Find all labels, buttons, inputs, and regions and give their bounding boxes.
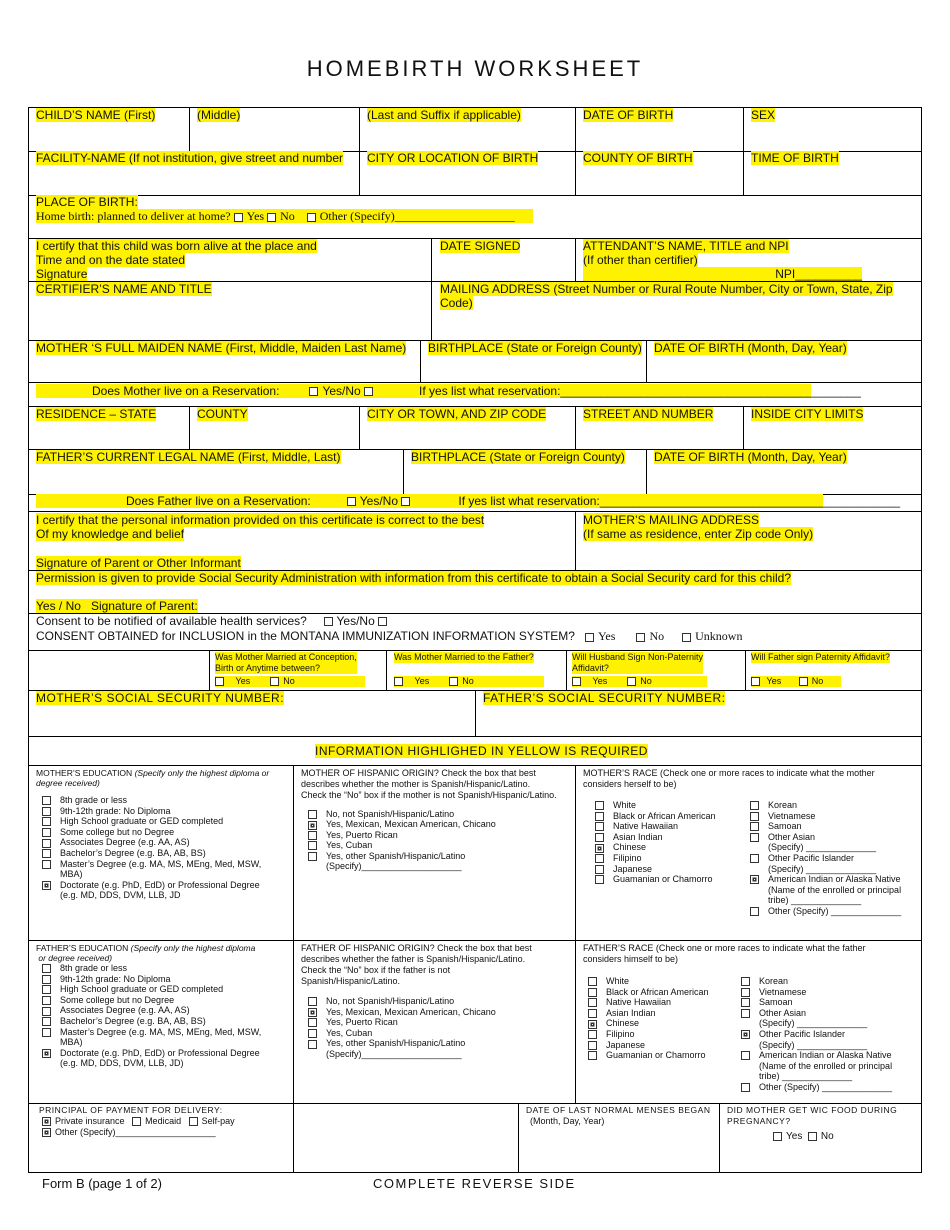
ssa-permission-answer: Yes / No Signature of Parent:: [36, 599, 198, 613]
father-race-item: [588, 987, 709, 998]
father-hispanic-label: (Specify)____________________: [326, 1049, 462, 1059]
ssa-permission-question: Permission is given to provide Social Security Administration with information from this certificate to obtain a Social Security card for this child?: [36, 571, 791, 585]
mother-race-item: [750, 895, 861, 906]
mother-education-title: MOTHER’S EDUCATION (Specify only the highest diploma or degree received): [36, 768, 270, 788]
mother-ssn-label: MOTHER’S SOCIAL SECURITY NUMBER:: [36, 691, 285, 705]
father-education-label: (e.g. MD, DDS, DVM, LLB, JD): [60, 1058, 184, 1069]
payment-other-row: Other (Specify)____________________: [42, 1127, 216, 1138]
father-race-label: Filipino: [606, 1029, 635, 1039]
father-education-checkbox[interactable]: [42, 1028, 51, 1037]
mother-race-item: [595, 842, 646, 853]
paternity-yes-checkbox[interactable]: [751, 677, 760, 686]
mother-hispanic-item: [308, 861, 462, 871]
father-education-item: [42, 995, 174, 1006]
mother-education-checkbox[interactable]: [42, 828, 51, 837]
child-middle-name-label: (Middle): [197, 108, 241, 122]
immun-yes-checkbox[interactable]: [585, 633, 594, 642]
father-education-label: Bachelor’s Degree (e.g. BA, AB, BS): [60, 1016, 206, 1026]
paternity-affidavit-question: Will Father sign Paternity Affidavit?: [751, 652, 890, 662]
mother-education-item: [42, 848, 206, 859]
mother-race-item: [595, 864, 652, 875]
mother-education-checkbox[interactable]: [42, 860, 51, 869]
married-to-father-options: Yes No: [394, 676, 544, 687]
facility-name-label: FACILITY-NAME (If not institution, give street and number: [36, 151, 344, 165]
mother-hispanic-checkbox[interactable]: [308, 841, 317, 850]
father-hispanic-label: Yes, Mexican, Mexican American, Chicano: [326, 1006, 496, 1017]
father-race-checkbox[interactable]: [588, 1041, 597, 1050]
father-race-checkbox[interactable]: [741, 977, 750, 986]
child-last-name-label: (Last and Suffix if applicable): [367, 108, 521, 122]
father-race-label: Samoan: [759, 997, 793, 1008]
father-reservation-no-checkbox[interactable]: [401, 497, 410, 506]
father-race-checkbox[interactable]: [588, 1030, 597, 1039]
father-hispanic-item: [308, 1038, 465, 1049]
mother-dob-label: DATE OF BIRTH (Month, Day, Year): [654, 341, 847, 355]
residence-street-label: STREET AND NUMBER: [583, 407, 714, 421]
mother-race-item: [750, 864, 876, 875]
wic-yes-checkbox[interactable]: [773, 1132, 782, 1141]
mother-education-checkbox[interactable]: [42, 807, 51, 816]
married-conception-no-checkbox[interactable]: [270, 677, 279, 686]
child-sex-label: SEX: [751, 108, 776, 122]
mother-education-label: (e.g. MD, DDS, DVM, LLB, JD: [60, 890, 181, 901]
informant-certify-line-2: Of my knowledge and belief: [36, 527, 185, 541]
mother-race-item: [750, 842, 876, 853]
attendant-label: ATTENDANT’S NAME, TITLE and NPI: [583, 239, 789, 253]
page-title: HOMEBIRTH WORKSHEET: [306, 56, 644, 81]
father-race-title: FATHER’S RACE (Check one or more races to indicate what the father considers himself to be): [583, 943, 866, 964]
mother-race-item: [750, 800, 797, 811]
father-education-label: High School graduate or GED completed: [60, 984, 224, 995]
father-race-item: [741, 1029, 845, 1040]
father-race-item: [741, 1018, 867, 1029]
mother-race-item: [595, 800, 636, 811]
father-race-label: American Indian or Alaska Native: [759, 1050, 892, 1061]
mother-hispanic-item: [308, 819, 496, 829]
father-hispanic-item: [308, 1007, 496, 1018]
father-race-checkbox[interactable]: [588, 1020, 597, 1029]
married-father-yes-checkbox[interactable]: [394, 677, 403, 686]
father-hispanic-item: [308, 1028, 372, 1039]
mother-education-item: [42, 795, 127, 806]
mother-race-checkbox[interactable]: [750, 907, 759, 916]
father-race-item: [588, 997, 671, 1008]
mother-race-label: Filipino: [613, 853, 642, 863]
mother-hispanic-label: Yes, Cuban: [326, 840, 373, 851]
father-reservation-row: Does Father live on a Reservation: Yes/No If yes list what reservation:_____________________________________________: [36, 494, 823, 508]
father-race-item: [588, 1029, 635, 1040]
father-hispanic-checkbox[interactable]: [308, 1008, 317, 1017]
mother-race-label: Black or African American: [613, 810, 716, 821]
father-race-label: Other Pacific Islander: [759, 1029, 846, 1039]
father-race-checkbox[interactable]: [588, 988, 597, 997]
father-race-checkbox[interactable]: [741, 1083, 750, 1092]
homebirth-no-checkbox[interactable]: [267, 213, 276, 222]
mother-hispanic-title: MOTHER OF HISPANIC ORIGIN? Check the box that best describes whether the mother is Spanish/Hispanic/Latino. Check the “No” box if the mother is not Spanish/Hispanic/Latino.: [301, 768, 557, 800]
mother-education-label: Bachelor’s Degree (e.g. BA, AB, BS): [60, 848, 206, 858]
father-race-checkbox[interactable]: [741, 988, 750, 997]
menses-format: (Month, Day, Year): [530, 1116, 605, 1126]
homebirth-yes-checkbox[interactable]: [234, 213, 243, 222]
father-dob-label: DATE OF BIRTH (Month, Day, Year): [654, 450, 847, 464]
father-race-label: Japanese: [606, 1039, 646, 1050]
father-race-item: [741, 1082, 892, 1093]
father-race-item: [588, 1040, 645, 1051]
payment-other-checkbox[interactable]: [42, 1128, 51, 1137]
payment-options-row: Private insurance Medicaid Self-pay: [42, 1116, 235, 1127]
father-race-item: [741, 1050, 892, 1061]
non-paternity-options: Yes No: [572, 676, 707, 687]
mother-race-item: [750, 811, 815, 822]
time-of-birth-label: TIME OF BIRTH: [751, 151, 839, 165]
menses-title: DATE OF LAST NORMAL MENSES BEGAN: [526, 1105, 711, 1115]
non-paternity-no-checkbox[interactable]: [627, 677, 636, 686]
medicaid-checkbox[interactable]: [132, 1117, 141, 1126]
father-race-checkbox[interactable]: [588, 1009, 597, 1018]
mother-maiden-name-label: MOTHER ‘S FULL MAIDEN NAME (First, Middle, Maiden Last Name): [36, 341, 407, 355]
married-conception-yes-checkbox[interactable]: [215, 677, 224, 686]
mother-education-item: [42, 816, 223, 827]
father-race-checkbox[interactable]: [741, 998, 750, 1007]
father-race-label: Vietnamese: [759, 986, 807, 997]
father-education-checkbox[interactable]: [42, 975, 51, 984]
father-race-checkbox[interactable]: [588, 1051, 597, 1060]
residence-county-label: COUNTY: [197, 407, 248, 421]
father-reservation-yes-checkbox[interactable]: [347, 497, 356, 506]
mother-race-checkbox[interactable]: [750, 822, 759, 831]
mother-mailing-address-note: (If same as residence, enter Zip code Only): [583, 527, 814, 541]
mother-race-checkbox[interactable]: [595, 812, 604, 821]
mother-race-label: (Specify) ______________: [768, 842, 877, 853]
mother-reservation-yes-checkbox[interactable]: [309, 387, 318, 396]
father-race-label: tribe) ______________: [759, 1071, 853, 1082]
mother-education-label: 9th-12th grade: No Diploma: [60, 805, 171, 816]
father-hispanic-title: FATHER OF HISPANIC ORIGIN? Check the box that best describes whether the father is Spanish/Hispanic/Latino. Check the “No” box if the father is not Spanish/Hispanic/Latino.: [301, 943, 532, 986]
mother-reservation-row: Does Mother live on a Reservation: Yes/No If yes list what reservation:_____________________________________________: [36, 384, 811, 398]
father-hispanic-checkbox[interactable]: [308, 1040, 317, 1049]
father-education-item: [42, 1058, 184, 1069]
father-race-checkbox[interactable]: [741, 1051, 750, 1060]
mother-race-item: [595, 811, 716, 822]
mother-hispanic-item: [308, 851, 465, 861]
father-race-label: Black or African American: [606, 986, 709, 997]
informant-signature-label: Signature of Parent or Other Informant: [36, 556, 241, 570]
mother-education-label: High School graduate or GED completed: [60, 816, 224, 827]
mother-race-item: [750, 885, 901, 896]
mother-education-label: MBA): [60, 869, 83, 880]
mother-race-item: [750, 906, 901, 917]
father-race-checkbox[interactable]: [588, 977, 597, 986]
mother-race-checkbox[interactable]: [750, 801, 759, 810]
mother-hispanic-checkbox[interactable]: [308, 821, 317, 830]
mother-race-checkbox[interactable]: [750, 812, 759, 821]
mother-race-checkbox[interactable]: [595, 822, 604, 831]
father-education-label: Associates Degree (e.g. AA, AS): [60, 1005, 190, 1016]
mailing-address-label: MAILING ADDRESS (Street Number or Rural Route Number, City or Town, State, Zip: [440, 282, 893, 296]
father-race-label: Korean: [759, 976, 789, 986]
mother-race-title: MOTHER’S RACE (Check one or more races to indicate what the mother considers herself to be): [583, 768, 875, 789]
father-race-label: Other (Specify) ______________: [759, 1082, 893, 1092]
father-race-label: (Name of the enrolled or principal: [759, 1060, 893, 1071]
father-race-item: [741, 1008, 806, 1019]
father-race-label: (Specify) ______________: [759, 1018, 868, 1029]
residence-city-label: CITY OR TOWN, AND ZIP CODE: [367, 407, 547, 421]
father-race-item: [588, 1018, 639, 1029]
paternity-no-checkbox[interactable]: [799, 677, 808, 686]
father-hispanic-item: [308, 1049, 462, 1060]
father-race-item: [741, 987, 806, 998]
mother-hispanic-checkbox[interactable]: [308, 852, 317, 861]
married-father-no-checkbox[interactable]: [449, 677, 458, 686]
selfpay-checkbox[interactable]: [189, 1117, 198, 1126]
mother-hispanic-label: Yes, other Spanish/Hispanic/Latino: [326, 850, 466, 861]
certifier-name-label: CERTIFIER’S NAME AND TITLE: [36, 282, 212, 296]
father-education-checkbox[interactable]: [42, 1017, 51, 1026]
mother-race-label: White: [613, 800, 637, 810]
father-birthplace-label: BIRTHPLACE (State or Foreign County): [411, 450, 625, 464]
form-id: Form B (page 1 of 2): [42, 1176, 162, 1191]
certify-signature: Signature: [36, 267, 88, 281]
father-education-label: Some college but no Degree: [60, 994, 175, 1005]
private-insurance-checkbox[interactable]: [42, 1117, 51, 1126]
required-notice: INFORMATION HIGHLIGHED IN YELLOW IS REQUIRED: [315, 744, 648, 758]
father-race-item: [741, 1061, 892, 1072]
non-paternity-yes-checkbox[interactable]: [572, 677, 581, 686]
father-race-label: Native Hawaiian: [606, 997, 672, 1008]
mother-race-label: Samoan: [768, 821, 802, 832]
father-education-item: [42, 1016, 206, 1027]
father-education-checkbox[interactable]: [42, 996, 51, 1005]
wic-no-checkbox[interactable]: [808, 1132, 817, 1141]
married-conception-options: Yes No: [215, 676, 365, 687]
father-education-label: Master’s Degree (e.g. MA, MS, MEng, Med, MSW,: [60, 1026, 262, 1037]
mother-mailing-address-label: MOTHER’S MAILING ADDRESS: [583, 513, 760, 527]
mother-education-label: Some college but no Degree: [60, 826, 175, 837]
mother-education-checkbox[interactable]: [42, 817, 51, 826]
mother-race-label: Asian Indian: [613, 831, 663, 842]
mother-race-checkbox[interactable]: [750, 854, 759, 863]
father-education-label: Doctorate (e.g. PhD, EdD) or Professional Degree: [60, 1047, 260, 1058]
mother-race-item: [595, 832, 663, 843]
mother-race-item: [750, 832, 815, 843]
father-race-item: [741, 1071, 852, 1082]
mother-race-label: American Indian or Alaska Native: [768, 874, 901, 885]
father-race-item: [588, 1050, 706, 1061]
father-education-item: [42, 984, 223, 995]
mother-race-label: (Specify) ______________: [768, 863, 877, 874]
mother-race-label: tribe) ______________: [768, 895, 862, 906]
father-race-item: [588, 976, 629, 987]
mother-education-item: [42, 837, 190, 848]
mother-race-item: [750, 821, 802, 832]
county-of-birth-label: COUNTY OF BIRTH: [583, 151, 693, 165]
homebirth-question: Home birth: planned to deliver at home? Yes No Other (Specify)____________________: [36, 209, 533, 223]
father-education-item: [42, 1027, 261, 1038]
wic-options: Yes No: [773, 1130, 834, 1144]
mother-race-label: Other Pacific Islander: [768, 853, 855, 863]
father-education-item: [42, 1037, 83, 1048]
certify-line-2: Time and on the date stated: [36, 253, 185, 267]
mother-race-label: Japanese: [613, 863, 653, 874]
complete-reverse-side: COMPLETE REVERSE SIDE: [373, 1176, 576, 1191]
paternity-affidavit-options: Yes No: [751, 676, 841, 687]
immun-no-checkbox[interactable]: [636, 633, 645, 642]
father-education-item: [42, 974, 171, 985]
father-race-checkbox[interactable]: [588, 998, 597, 1007]
mother-hispanic-label: No, not Spanish/Hispanic/Latino: [326, 809, 455, 819]
mother-hispanic-checkbox[interactable]: [308, 810, 317, 819]
mother-hispanic-item: [308, 830, 398, 840]
mother-education-checkbox[interactable]: [42, 796, 51, 805]
immun-unknown-checkbox[interactable]: [682, 633, 691, 642]
attendant-note: (If other than certifier): [583, 253, 698, 267]
father-education-checkbox[interactable]: [42, 1007, 51, 1016]
mother-education-item: [42, 890, 181, 901]
informant-certify-line-1: I certify that the personal information provided on this certificate is correct to the best: [36, 513, 485, 527]
mother-race-label: Other (Specify) ______________: [768, 906, 902, 916]
mother-education-label: Associates Degree (e.g. AA, AS): [60, 837, 190, 848]
payment-title: PRINCIPAL OF PAYMENT FOR DELIVERY:: [39, 1105, 223, 1115]
mother-race-item: [595, 874, 713, 885]
mother-race-checkbox[interactable]: [595, 875, 604, 884]
father-race-checkbox[interactable]: [741, 1030, 750, 1039]
mother-education-checkbox[interactable]: [42, 849, 51, 858]
mother-hispanic-checkbox[interactable]: [308, 831, 317, 840]
mother-education-item: [42, 869, 83, 880]
father-hispanic-label: Yes, Puerto Rican: [326, 1017, 398, 1028]
health-consent-yes-checkbox[interactable]: [324, 617, 333, 626]
non-paternity-question: Will Husband Sign Non-Paternity Affidavit?: [572, 652, 704, 673]
father-race-label: (Specify) ______________: [759, 1039, 868, 1050]
father-education-item: [42, 1048, 260, 1059]
father-race-item: [741, 976, 788, 987]
father-race-checkbox[interactable]: [741, 1009, 750, 1018]
wic-title: DID MOTHER GET WIC FOOD DURING PREGNANCY?: [727, 1105, 898, 1126]
father-hispanic-checkbox[interactable]: [308, 1029, 317, 1038]
certify-line-1: I certify that this child was born alive at the place and: [36, 239, 317, 253]
mother-race-label: Guamanian or Chamorro: [613, 874, 713, 885]
attendant-npi: NPI__________: [583, 267, 862, 281]
father-education-label: 9th-12th grade: No Diploma: [60, 973, 171, 984]
mother-birthplace-label: BIRTHPLACE (State or Foreign County): [428, 341, 642, 355]
immunization-consent: CONSENT OBTAINED for INCLUSION in the MONTANA IMMUNIZATION INFORMATION SYSTEM? Yes No Unknown: [36, 629, 743, 643]
father-race-item: [588, 1008, 656, 1019]
mailing-address-code: Code): [440, 296, 473, 310]
mother-race-checkbox[interactable]: [595, 854, 604, 863]
mother-education-item: [42, 859, 261, 870]
father-hispanic-label: Yes, Cuban: [326, 1027, 373, 1038]
mother-hispanic-label: (Specify)____________________: [326, 861, 462, 871]
father-hispanic-item: [308, 1017, 398, 1028]
mother-race-item: [750, 853, 854, 864]
homebirth-other-checkbox[interactable]: [307, 213, 316, 222]
place-of-birth-label: PLACE OF BIRTH:: [36, 195, 138, 209]
mother-education-label: 8th grade or less: [60, 795, 128, 805]
mother-race-checkbox[interactable]: [750, 875, 759, 884]
mother-race-label: Chinese: [613, 842, 647, 853]
mother-race-item: [595, 821, 678, 832]
mother-race-label: Other Asian: [768, 831, 816, 842]
father-hispanic-item: [308, 996, 454, 1007]
mother-race-label: Korean: [768, 800, 798, 810]
mother-education-label: Master’s Degree (e.g. MA, MS, MEng, Med, MSW,: [60, 858, 262, 869]
city-of-birth-label: CITY OR LOCATION OF BIRTH: [367, 151, 539, 165]
mother-education-item: [42, 827, 174, 838]
father-hispanic-label: No, not Spanish/Hispanic/Latino: [326, 996, 455, 1006]
mother-race-item: [750, 874, 901, 885]
father-race-label: Asian Indian: [606, 1007, 656, 1018]
mother-race-label: Native Hawaiian: [613, 821, 679, 832]
father-education-label: 8th grade or less: [60, 963, 128, 973]
father-hispanic-label: Yes, other Spanish/Hispanic/Latino: [326, 1038, 466, 1049]
health-consent-no-checkbox[interactable]: [378, 617, 387, 626]
mother-hispanic-item: [308, 840, 372, 850]
father-education-checkbox[interactable]: [42, 1049, 51, 1058]
father-education-checkbox[interactable]: [42, 985, 51, 994]
mother-hispanic-label: Yes, Mexican, Mexican American, Chicano: [326, 819, 496, 830]
inside-city-limits-label: INSIDE CITY LIMITS: [751, 407, 864, 421]
mother-education-label: Doctorate (e.g. PhD, EdD) or Professional Degree: [60, 879, 260, 890]
mother-education-item: [42, 880, 260, 891]
mother-race-checkbox[interactable]: [595, 801, 604, 810]
mother-hispanic-item: [308, 809, 454, 819]
father-hispanic-checkbox[interactable]: [308, 1018, 317, 1027]
father-education-checkbox[interactable]: [42, 964, 51, 973]
mother-education-checkbox[interactable]: [42, 839, 51, 848]
mother-education-checkbox[interactable]: [42, 881, 51, 890]
father-name-label: FATHER’S CURRENT LEGAL NAME (First, Middle, Last): [36, 450, 341, 464]
father-race-item: [741, 1040, 867, 1051]
mother-race-checkbox[interactable]: [595, 865, 604, 874]
married-conception-question: Was Mother Married at Conception, Birth or Anytime between?: [215, 652, 357, 673]
mother-hispanic-label: Yes, Puerto Rican: [326, 829, 398, 840]
father-race-label: Guamanian or Chamorro: [606, 1050, 706, 1061]
mother-race-label: Vietnamese: [768, 810, 816, 821]
child-dob-label: DATE OF BIRTH: [583, 108, 674, 122]
health-services-consent: Consent to be notified of available health services? Yes/No: [36, 614, 391, 628]
mother-race-item: [595, 853, 642, 864]
father-ssn-label: FATHER’S SOCIAL SECURITY NUMBER:: [483, 691, 726, 705]
mother-race-label: (Name of the enrolled or principal: [768, 884, 902, 895]
married-to-father-question: Was Mother Married to the Father?: [394, 652, 534, 662]
mother-reservation-no-checkbox[interactable]: [364, 387, 373, 396]
father-education-title: FATHER’S EDUCATION (Specify only the highest diploma or degree received): [36, 943, 256, 963]
mother-race-checkbox[interactable]: [595, 844, 604, 853]
father-race-label: Chinese: [606, 1018, 640, 1029]
date-signed-label: DATE SIGNED: [440, 239, 521, 253]
father-education-label: MBA): [60, 1037, 83, 1048]
father-education-item: [42, 1005, 190, 1016]
father-race-label: Other Asian: [759, 1007, 807, 1018]
residence-state-label: RESIDENCE – STATE: [36, 407, 157, 421]
father-race-label: White: [606, 976, 630, 986]
father-race-item: [741, 997, 793, 1008]
child-first-name-label: CHILD’S NAME (First): [36, 108, 156, 122]
father-education-item: [42, 963, 127, 974]
father-hispanic-checkbox[interactable]: [308, 997, 317, 1006]
mother-race-checkbox[interactable]: [595, 833, 604, 842]
mother-race-checkbox[interactable]: [750, 833, 759, 842]
mother-education-item: [42, 806, 171, 817]
